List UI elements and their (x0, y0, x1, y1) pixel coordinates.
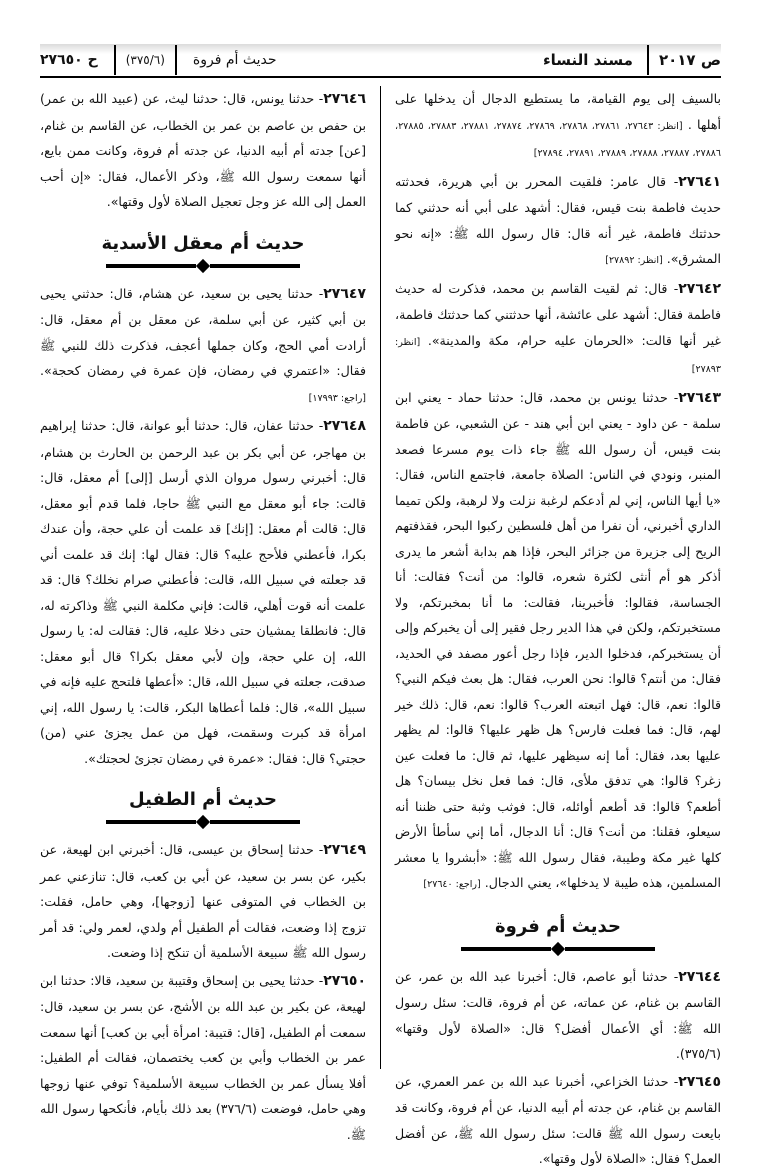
hadith-text: - قال: ثم لقيت القاسم بن محمد، فذكرت له حديث فاطمة فقال: أشهد على عائشة، أنها حدثتني كما حدثتك فاطمة، غير أنها قالت: «الحرمان عليه حرام، مكة والمدينة». (395, 280, 721, 348)
section-heading: حديث أم الطفيل (129, 789, 277, 810)
cross-reference: [راجع: ٢٧٦٤٠] (423, 879, 481, 890)
hadith-text: - حدثنا عفان، قال: حدثنا أبو عوانة، قال: حدثنا إبراهيم بن مهاجر، عن أبي بكر بن عبد الرحمن بن الحارث بن هشام، قال: أخبرني رسول مروان الذي أرسل [إلى] أم معقل، قال: قالت: جاء أبو معقل مع النبي ﷺ حاجا، فلما قدم أبو معقل، قال: قالت أم معقل: [إنك] قد علمت أن علي حجة، وأن عندك بكرا، فأعطني فلأحج عليه؟ قال: فقال لها: إنك قد علمت أني قد جعلته في سبيل الله، قالت: فأعطني صرام نخلك؟ قال: قد علمت أنه قوت أهلي، قالت: فإني مكلمة النبي ﷺ وذاكرته له، قال: فانطلقا يمشيان حتى دخلا عليه، قال: فقالت له: يا رسول الله، إن علي حجة، وإن لأبي معقل بكرا؟ قال أبو معقل: صدقت، جعلته في سبيل الله، قال: «أعطها فلتحج عليه فإنه في سبيل الله»، قال: فلما أعطاها البكر، قالت: يا رسول الله، إني امرأة قد كبرت وسقمت، فهل من عمل يجزئ عني (من) حجتي؟ قال: فقال: «عمرة في رمضان تجزئ لحجتك». (40, 418, 366, 766)
column-divider (380, 86, 381, 1069)
hadith-number: ٢٧٦٤١ (678, 173, 721, 190)
hadith-text: - حدثنا أبو عاصم، قال: أخبرنا عبد الله بن عمر، عن القاسم بن غنام، عن عماته، عن أم فروة، قالت: سئل رسول الله ﷺ: أي الأعمال أفضل؟ قال: «الصلاة لأول وقتها» (٣٧٥/٦). (395, 968, 721, 1061)
section-title-farwa (395, 912, 721, 954)
hadith-number: ٢٧٦٤٤ (678, 968, 721, 985)
hadith-text: - حدثنا يونس، قال: حدثنا ليث، عن (عبيد الله بن عمر) بن حفص بن عاصم بن عمر بن الخطاب، عن القاسم بن غنام، [عن] جدته أم أبيه الدنيا، عن جدته أم فروة، وكانت ممن بايع، أنها سمعت رسول الله ﷺ، وذكر الأعمال، فقال: «إن أحب العمل إلى الله عز وجل تعجيل الصلاة لأول وقتها». (40, 91, 366, 209)
cross-reference: [راجع: ١٧٩٩٣] (308, 392, 366, 404)
hadith-number: ٢٧٦٤٩ (323, 842, 366, 858)
hadith-27641 (395, 169, 721, 274)
right-column (395, 86, 721, 1166)
section-heading: حديث أم فروة (495, 915, 621, 937)
page-number: ص ٢٠١٧ (647, 45, 721, 75)
section-title-tufail (40, 785, 366, 827)
ornament-divider (40, 261, 366, 271)
paragraph (395, 86, 721, 167)
hadith-number: ٢٧٦٤٦ (323, 91, 366, 107)
hadith-text: - حدثنا يحيى بن سعيد، عن هشام، قال: حدثني يحيى بن أبي كثير، عن أبي سلمة، عن معقل بن أم معقل، قال: أرادت أمي الحج، وكان جملها أعجف، فذكرت ذلك للنبي ﷺ فقال: «اعتمري في رمضان، فإن عمرة في رمضان كحجة». (40, 285, 366, 378)
section-heading: حديث أم معقل الأسدية (101, 232, 305, 254)
volume-reference: (٣٧٥/٦) (114, 45, 177, 75)
hadith-27650 (40, 968, 366, 1148)
text-columns (40, 86, 721, 1166)
header-left (40, 45, 277, 75)
musnad-title: مسند النساء (542, 51, 633, 69)
hadith-text: - حدثنا يحيى بن إسحاق وقتيبة بن سعيد، قالا: حدثنا ابن لهيعة، عن بكير بن عبد الله بن الأشج، عن بسر بن سعيد، قال: سمعت أم الطفيل، [قال: قتيبة: امرأة أبي بن كعب] أنها سمعت عمر بن الخطاب وأبي بن كعب يختصمان، فقالت أم الطفيل: أفلا يسأل عمر بن الخطاب سبيعة الأسلمية؟ توفي عنها زوجها وهي حامل، فوضعت (٣٧٦/٦) بعد ذلك بأيام، فأنكحها رسول الله ﷺ. (40, 972, 366, 1142)
hadith-27648 (40, 413, 366, 771)
hadith-27642 (395, 276, 721, 383)
hadith-number: ٢٧٦٤٣ (678, 389, 721, 406)
hadith-27649 (40, 837, 366, 966)
left-column (40, 86, 366, 1142)
hadith-text: بالسيف إلى يوم القيامة، ما يستطيع الدجال أن يدخلها على أهلها . (395, 91, 721, 132)
hadith-number: ٢٧٦٤٥ (678, 1073, 721, 1090)
hadith-number: ٢٧٦٤٨ (323, 418, 366, 434)
hadith-27644 (395, 964, 721, 1067)
cross-reference: [انظر: ٢٧٨٩٢] (605, 255, 663, 266)
hadith-section-title: حديث أم فروة (192, 52, 277, 68)
hadith-27645 (395, 1069, 721, 1172)
hadith-number: ٢٧٦٥٠ (323, 972, 366, 989)
hadith-27647 (40, 281, 366, 412)
cross-reference: [انظر: ٢٧٦٤٣، ٢٧٨٦١، ٢٧٨٦٨، ٢٧٨٦٩، ٢٧٨٧٤، ٢٧٨٨١، ٢٧٨٨٣، ٢٧٨٨٥، ٢٧٨٨٦، ٢٧٨٨٧، ٢٧٨٨٨، ٢٧٨٨٩، ٢٧٨٩١، ٢٧٨٩٤] (395, 120, 721, 159)
header-right (543, 45, 721, 75)
ornament-divider (40, 817, 366, 827)
ornament-divider (395, 944, 721, 954)
hadith-text: - حدثنا الخزاعي، أخبرنا عبد الله بن عمر العمري، عن القاسم بن غنام، عن جدته أم أبيه الدنيا، عن أم فروة، وكانت قد بايعت رسول الله ﷺ قالت: سئل رسول الله ﷺ، عن أفضل العمل؟ فقال: «الصلاة لأول وقتها». (395, 1073, 721, 1166)
hadith-text: - حدثنا يونس بن محمد، قال: حدثنا حماد - يعني ابن سلمة - عن داود - يعني ابن أبي هند - عن الشعبي، عن فاطمة بنت قيس، أن رسول الله ﷺ جاء ذات يوم مسرعا فصعد المنبر، ونودي في الناس: الصلاة جامعة، فاجتمع الناس، فقال: «يا أيها الناس، إني لم أدعكم لرغبة نزلت ولا لرهبة، ولكن تميما الداري أخبرني، أن نفرا من أهل فلسطين ركبوا البحر، فقذفتهم الريح إلى جزيرة من جزائر البحر، فإذا هم بدابة أشعر ما يدرى أذكر هو أم أنثى لكثرة شعره، قالوا: من أنت؟ فقالت: أنا الجساسة، فقالوا: فأخبرينا، فقالت: ما أنا بمخبرتكم، ولا مستخبرتكم، ولكن في هذا الدير رجل فقير إلى أن يخبركم وإلى أن يستخبركم، فدخلوا الدير، فإذا رجل أعور مصفد في الحديد، فقال: من أنتم؟ قالوا: نحن العرب، فقال: هل بعث فيكم النبي؟ قالوا: نعم، قال: فهل اتبعته العرب؟ قالوا: نعم، قال: ذلك خير لهم، قال: فما فعلت فارس؟ هل ظهر عليها؟ قالوا: لم يظهر عليها بعد، فقال: أما إنه سيظهر عليها، ثم قال: ما فعلت عين زغر؟ قالوا: هي تدفق ملأى، قال: فما فعل نخل بيسان؟ هل أطعم؟ قالوا: قد أطعم أوائله، قال: فوثب وثبة حتى ظننا أنه سيعلو، فقلنا: من أنت؟ قال: أنا الدجال، أما إني سأطأ الأرض كلها غير مكة وطيبة، فقال رسول الله ﷺ: «أبشروا يا معشر المسلمين، هذه طيبة لا يدخلها»، يعني الدجال. (395, 389, 721, 890)
hadith-number: ٢٧٦٤٢ (678, 280, 721, 297)
hadith-27643 (395, 385, 721, 898)
hadith-27646 (40, 86, 366, 215)
hadith-text: - قال عامر: فلقيت المحرر بن أبي هريرة، فحدثته حديث فاطمة بنت قيس، فقال: أشهد على أبي أنه حدثني كما حدثتك فاطمة، غير أنه قال: قال رسول الله ﷺ: «إنه نحو المشرق». (395, 173, 721, 266)
hadith-text: - حدثنا إسحاق بن عيسى، قال: أخبرني ابن لهيعة، عن بكير، عن بسر بن سعيد، عن أبي بن كعب، قال: تنازعني عمر بن الخطاب في المتوفى عنها [زوجها]، وهي حامل، فقلت: تزوج إذا وضعت، فقالت أم الطفيل أم ولدي، لعمر ولي: قد أمر رسول الله ﷺ سبيعة الأسلمية أن تنكح إذا وضعت. (40, 842, 366, 960)
running-header (40, 44, 721, 78)
section-title-maqil (40, 229, 366, 271)
cross-reference: [انظر: ٢٧٨٩٣] (395, 336, 721, 375)
hadith-number-header: ح ٢٧٦٥٠ (40, 52, 98, 68)
hadith-number: ٢٧٦٤٧ (323, 285, 366, 302)
